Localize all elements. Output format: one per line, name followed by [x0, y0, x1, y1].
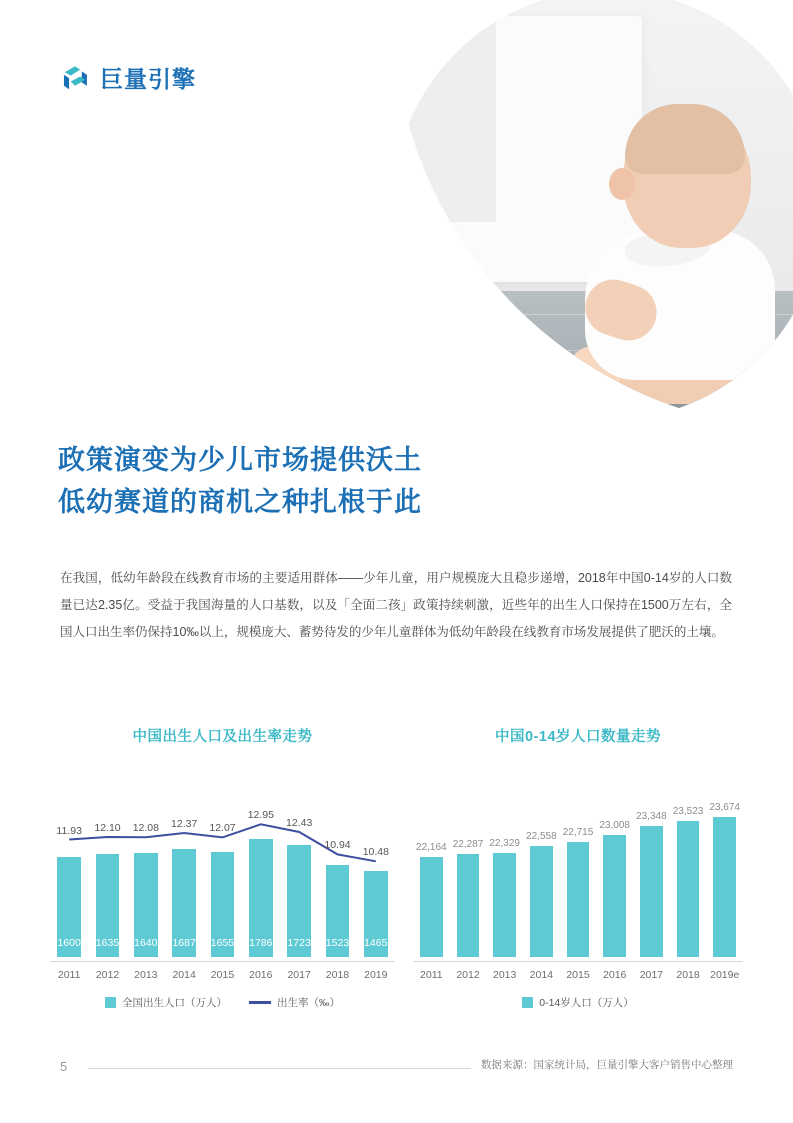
axis-tick-label: 2019 — [364, 969, 388, 981]
axis-tick-label: 2017 — [639, 969, 664, 981]
legend-swatch-bar-icon — [522, 997, 533, 1008]
chart-bar-value-label: 1465 — [364, 937, 388, 949]
chart-bar-value-label: 22,287 — [452, 838, 484, 850]
chart-bar — [603, 835, 626, 957]
chart-bar-column — [88, 782, 126, 957]
chart-bar-value-label: 1523 — [325, 937, 350, 949]
chart-bar-column — [486, 782, 523, 957]
photo-baby-subject — [553, 90, 793, 420]
chart-bar — [172, 849, 196, 957]
axis-tick-label: 2011 — [57, 969, 81, 981]
chart-legend-left — [50, 995, 395, 1010]
chart-title-left: 中国出生人口及出生率走势 — [132, 729, 313, 745]
chart-bar-value-label: 22,329 — [489, 837, 520, 849]
chart-bar-value-label: 22,558 — [526, 831, 557, 843]
chart-bars-left — [50, 782, 395, 957]
chart-bar-value-label: 23,348 — [636, 810, 667, 822]
hero-image — [393, 0, 793, 430]
axis-tick-label: 2016 — [603, 969, 627, 981]
legend-item-child-population — [522, 995, 634, 1010]
chart-bar-value-label: 23,008 — [599, 819, 630, 831]
axis-tick-label: 2013 — [134, 969, 158, 981]
chart-birth-population — [50, 725, 395, 1010]
chart-bar — [57, 857, 81, 957]
axis-tick-label: 2011 — [420, 969, 443, 981]
chart-bar — [457, 854, 480, 957]
headline-line-1: 政策演变为少儿市场提供沃土 — [58, 445, 422, 475]
axis-tick-label: 2016 — [249, 969, 273, 981]
axis-tick-label: 2014 — [172, 969, 196, 981]
chart-bar-column — [242, 782, 280, 957]
page-footer — [0, 1059, 793, 1079]
chart-line-value-label: 12.43 — [286, 817, 313, 830]
chart-bar — [420, 857, 443, 957]
chart-bar-column — [165, 782, 203, 957]
body-paragraph: 在我国，低幼年龄段在线教育市场的主要适用群体——少年儿童，用户规模庞大且稳步递增，2018年中国0-14岁的人口数量已达2.35亿。受益于我国海量的人口基数，以及「全面二孩」政策持续刺激，近些年的出生人口保持在1500万左右，全国人口出生率仍保持10‰以上，规模庞大、蓄势待发的少年儿童群体为低幼年龄段在线教育市场发展提供了肥沃的土壤。 — [60, 571, 732, 639]
headline-line-2: 低幼赛道的商机之种扎根于此 — [58, 486, 422, 517]
chart-bar-column — [127, 782, 165, 957]
page-number: 5 — [60, 1059, 68, 1074]
chart-bar-value-label: 23,523 — [672, 805, 704, 817]
chart-child-population — [413, 725, 743, 1010]
chart-bar-value-label: 22,715 — [562, 827, 594, 839]
chart-bar-value-label: 1786 — [249, 937, 273, 949]
chart-bar — [96, 854, 120, 957]
axis-tick-label: 2015 — [210, 969, 235, 981]
chart-bar — [567, 842, 590, 957]
chart-plot-right — [413, 782, 743, 957]
chart-bar-column — [280, 782, 318, 957]
brand-logo-text: 巨量引擎 — [100, 65, 196, 92]
chart-bars-right — [413, 782, 743, 957]
chart-plot-left — [50, 782, 395, 957]
chart-bar-column — [670, 782, 707, 957]
chart-bar-column — [523, 782, 560, 957]
axis-tick-label: 2013 — [493, 969, 517, 981]
chart-line-value-label: 12.10 — [94, 822, 121, 834]
chart-line-value-label: 11.93 — [56, 824, 82, 837]
chart-x-axis-right — [413, 961, 743, 981]
chart-line-value-label: 12.95 — [247, 809, 274, 822]
chart-legend-right — [413, 995, 743, 1010]
chart-bar-column — [318, 782, 356, 957]
chart-bar — [287, 845, 311, 957]
chart-bar-column — [633, 782, 670, 957]
charts-container — [50, 725, 750, 1010]
chart-bar — [249, 839, 273, 957]
chart-bar-column — [50, 782, 88, 957]
chart-bar-column — [706, 782, 743, 957]
axis-tick-label: 2012 — [456, 969, 480, 981]
axis-tick-label: 2017 — [287, 969, 311, 981]
footer-source-note: 数据来源：国家统计局，巨量引擎大客户销售中心整理 — [471, 1057, 733, 1072]
chart-bar-column — [413, 782, 450, 957]
chart-bar-column — [596, 782, 633, 957]
chart-line-value-label: 12.37 — [171, 817, 198, 830]
chart-bar — [134, 853, 158, 957]
chart-bar-column — [357, 782, 395, 957]
legend-label-birth-population: 全国出生人口（万人） — [122, 997, 227, 1009]
chart-line-value-label: 12.07 — [209, 822, 236, 835]
brand-logo — [58, 62, 196, 96]
axis-tick-label: 2014 — [529, 969, 554, 981]
legend-swatch-line-icon — [249, 1001, 271, 1004]
chart-bar — [211, 852, 235, 957]
chart-bar-value-label: 1635 — [95, 937, 120, 949]
chart-bar — [364, 871, 388, 957]
chart-x-axis-left — [50, 961, 395, 981]
chart-line-value-label: 12.08 — [132, 822, 159, 835]
chart-bar-column — [203, 782, 241, 957]
chart-bar-value-label: 1655 — [210, 937, 235, 949]
chart-bar-column — [450, 782, 487, 957]
legend-item-birth-population — [105, 995, 227, 1010]
chart-bar — [326, 865, 350, 957]
chart-bar-value-label: 1640 — [134, 937, 158, 949]
hero-circle-photo — [393, 0, 793, 420]
chart-bar — [493, 853, 516, 958]
chart-bar — [640, 826, 663, 957]
chart-line-value-label: 10.48 — [362, 846, 389, 859]
chart-bar-column — [560, 782, 597, 957]
chart-bar-value-label: 23,674 — [709, 802, 740, 813]
chart-bar-value-label: 1600 — [57, 937, 81, 949]
chart-bar — [530, 846, 553, 957]
axis-tick-label: 2015 — [566, 969, 590, 981]
page-title — [58, 440, 618, 524]
chart-title-right: 中国0-14岁人口数量走势 — [494, 729, 662, 745]
legend-swatch-bar-icon — [105, 997, 116, 1008]
axis-tick-label: 2019e — [710, 969, 740, 981]
chart-bar-value-label: 22,164 — [416, 841, 447, 853]
axis-tick-label: 2012 — [95, 969, 120, 981]
chart-bar-value-label: 1687 — [172, 937, 196, 949]
chart-bar-value-label: 1723 — [287, 937, 311, 949]
legend-label-birth-rate: 出生率（‰） — [277, 997, 340, 1009]
legend-item-birth-rate — [249, 995, 340, 1010]
axis-tick-label: 2018 — [325, 969, 350, 981]
axis-tick-label: 2018 — [676, 969, 700, 981]
chart-bar — [713, 817, 736, 957]
chart-bar — [677, 821, 700, 957]
photo-background-panel-secondary — [402, 0, 497, 222]
legend-label-child-population: 0-14岁人口（万人） — [539, 997, 634, 1009]
chart-line-value-label: 10.94 — [324, 839, 351, 852]
ocean-engine-logo-icon — [58, 62, 92, 96]
